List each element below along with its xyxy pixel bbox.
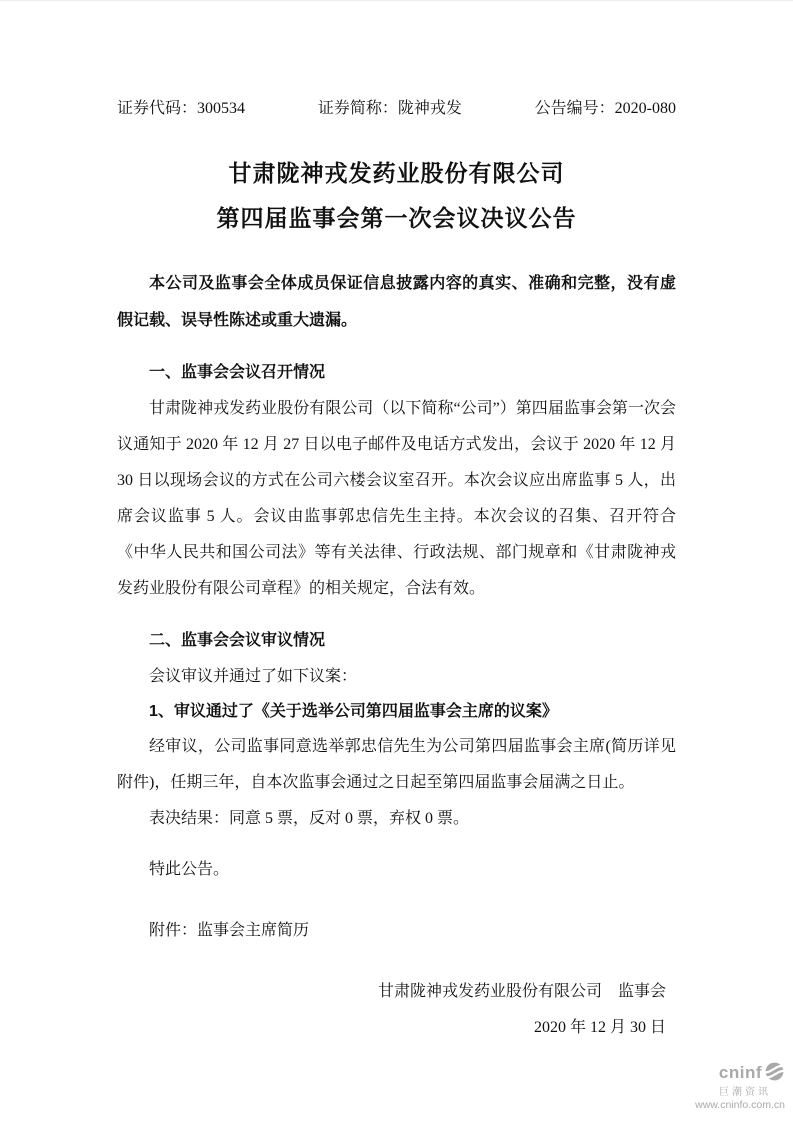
announcement-number-label: 公告编号：2020-080	[534, 100, 676, 117]
closing-line: 特此公告。	[149, 861, 230, 878]
document-title	[117, 151, 676, 241]
stock-name-label: 证券简称：陇神戎发	[317, 100, 462, 117]
section-1-heading: 一、监事会会议召开情况	[149, 364, 326, 381]
signature-date: 2020 年 12 月 30 日	[533, 1019, 666, 1036]
attachment-line: 附件：监事会主席简历	[149, 922, 310, 939]
signature-block	[117, 974, 676, 1046]
cninfo-brand-row	[695, 1061, 785, 1087]
review-intro-line: 会议审议并通过了如下议案：	[149, 668, 358, 685]
section-2-heading: 二、监事会会议审议情况	[149, 632, 326, 649]
document-title-line1: 甘肃陇神戎发药业股份有限公司	[228, 160, 565, 186]
signature-company: 甘肃陇神戎发药业股份有限公司 监事会	[377, 983, 666, 1000]
proposal-title-line: 1、审议通过了《关于选举公司第四届监事会主席的议案》	[149, 703, 558, 720]
cninfo-brand-chinese: 巨潮资讯	[719, 1087, 771, 1099]
cninfo-brand-text: cninf	[718, 1063, 762, 1083]
cninfo-url: www.cninfo.com.cn	[695, 1099, 785, 1112]
document-header-row	[117, 1, 676, 118]
document-title-line2: 第四届监事会第一次会议决议公告	[216, 205, 577, 231]
proposal-detail-paragraph: 经审议，公司监事同意选举郭忠信先生为公司第四届监事会主席(简历详见附件)，任期三年，自本次监事会通过之日起至第四届监事会届满之日止。	[117, 738, 676, 791]
document-content	[0, 1, 793, 1046]
cninfo-logo	[695, 1061, 785, 1112]
stock-code-label: 证券代码：300534	[117, 100, 246, 117]
disclaimer-paragraph: 本公司及监事会全体成员保证信息披露内容的真实、准确和完整，没有虚假记载、误导性陈述或重大遗漏。	[117, 275, 676, 329]
cninfo-swirl-icon	[764, 1061, 785, 1087]
vote-result-line: 表决结果：同意 5 票，反对 0 票，弃权 0 票。	[149, 810, 470, 827]
section-1-paragraph: 甘肃陇神戎发药业股份有限公司（以下简称“公司”）第四届监事会第一次会议通知于 2020 年 12 月 27 日以电子邮件及电话方式发出，会议于 2020 年 12 月 30 日以现场会议的方式在公司六楼会议室召开。本次会议应出席监事 5 人，出席会议监事 5 人。会议由监事郭忠信先生主持。本次会议的召集、召开符合《中华人民共和国公司法》等有关法律、行政法规、部门规章和《甘肃陇神戎发药业股份有限公司章程》的相关规定，合法有效。	[117, 400, 676, 597]
